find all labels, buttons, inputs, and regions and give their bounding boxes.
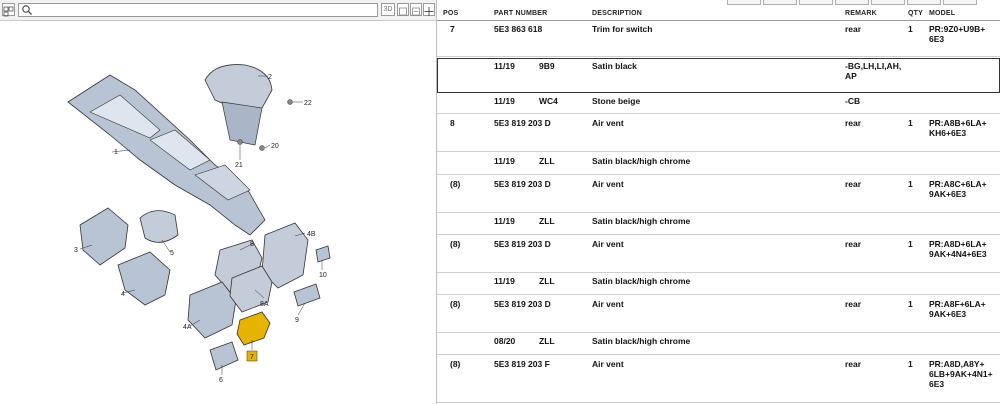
- cell-desc: Trim for switch: [592, 24, 653, 34]
- callout-3[interactable]: 3: [74, 247, 78, 254]
- table-row[interactable]: [437, 93, 1000, 114]
- part-7-trim-for-switch[interactable]: [237, 312, 270, 345]
- cell-part: 11/19: [494, 216, 515, 226]
- cell-pos: 7: [450, 24, 455, 34]
- cell-part: 08/20: [494, 336, 516, 346]
- cell-desc: Air vent: [592, 299, 624, 309]
- top-tab-1[interactable]: [727, 0, 761, 5]
- top-tab-4[interactable]: [835, 0, 869, 5]
- callout-7: 7: [250, 354, 254, 361]
- callout-9[interactable]: 9: [295, 317, 299, 324]
- callout-4a[interactable]: 4A: [183, 324, 192, 331]
- parts-table-header: [437, 8, 1000, 21]
- pan-button[interactable]: [423, 3, 435, 16]
- cell-remark: -CB: [845, 96, 861, 106]
- table-row[interactable]: [437, 333, 1000, 355]
- diagram-search-input[interactable]: [18, 3, 378, 17]
- zoom-button[interactable]: [410, 3, 422, 16]
- callout-7-highlight[interactable]: [247, 351, 257, 361]
- cell-model: PR:A8C+6LA+ 9AK+6E3: [929, 179, 987, 199]
- cell-sub: ZLL: [539, 156, 555, 166]
- callout-1[interactable]: 1: [114, 149, 118, 156]
- cell-pos: (8): [450, 359, 461, 369]
- callout-10[interactable]: 10: [319, 272, 327, 279]
- zoom-icon: [411, 6, 421, 17]
- grid-icon: [3, 6, 14, 17]
- cell-desc: Air vent: [592, 179, 624, 189]
- cell-qty: 1: [908, 179, 913, 189]
- cell-remark: rear: [845, 24, 862, 34]
- callout-8a[interactable]: 8A: [260, 301, 269, 308]
- cell-model: PR:A8F+6LA+ 9AK+6E3: [929, 299, 986, 319]
- cell-model: PR:A8D,A8Y+ 6LB+9AK+4N1+ 6E3: [929, 359, 993, 389]
- cell-desc: Satin black/high chrome: [592, 336, 691, 346]
- table-row[interactable]: [437, 236, 1000, 273]
- cell-part: 5E3 863 618: [494, 24, 543, 34]
- callout-20[interactable]: 20: [271, 143, 279, 150]
- table-row-selected[interactable]: [437, 58, 1000, 93]
- col-remark[interactable]: REMARK: [845, 10, 877, 17]
- diagram-pane: [0, 0, 437, 404]
- cell-part: 11/19: [494, 96, 515, 106]
- cell-part: 5E3 819 203 D: [494, 239, 551, 249]
- table-row[interactable]: [437, 273, 1000, 295]
- fit-icon: [398, 6, 408, 17]
- top-tab-6[interactable]: [907, 0, 941, 5]
- search-icon: [21, 4, 33, 16]
- table-row[interactable]: [437, 176, 1000, 213]
- cell-remark: rear: [845, 118, 862, 128]
- top-tab-strip: [727, 0, 1000, 6]
- screw-20[interactable]: [260, 146, 265, 151]
- part-4-trim[interactable]: [118, 252, 170, 305]
- table-row[interactable]: [437, 153, 1000, 175]
- diagram-toolbar: [0, 0, 436, 21]
- screw-21[interactable]: [238, 140, 243, 145]
- callout-4b[interactable]: 4B: [307, 231, 316, 238]
- part-6[interactable]: [210, 342, 238, 370]
- parts-list-pane: [437, 0, 1000, 404]
- table-row[interactable]: [437, 356, 1000, 403]
- cell-desc: Air vent: [592, 359, 624, 369]
- callout-4[interactable]: 4: [121, 291, 125, 298]
- part-3-trim[interactable]: [80, 208, 128, 265]
- move-icon: [424, 6, 434, 17]
- cell-desc: Satin black: [592, 61, 637, 71]
- cell-part: 5E3 819 203 D: [494, 179, 551, 189]
- cell-qty: 1: [908, 24, 913, 34]
- callout-8[interactable]: 8: [250, 241, 254, 248]
- cell-part: 5E3 819 203 D: [494, 118, 551, 128]
- table-row[interactable]: [437, 115, 1000, 152]
- cell-sub: ZLL: [539, 276, 555, 286]
- cell-desc: Satin black/high chrome: [592, 156, 691, 166]
- table-row[interactable]: [437, 213, 1000, 235]
- cell-qty: 1: [908, 239, 913, 249]
- fit-view-button[interactable]: [397, 3, 409, 16]
- part-5-cup-holder[interactable]: [140, 211, 178, 243]
- cell-pos: 8: [450, 118, 455, 128]
- cell-desc: Satin black/high chrome: [592, 216, 691, 226]
- callout-22[interactable]: 22: [304, 100, 312, 107]
- cell-qty: 1: [908, 359, 913, 369]
- callout-6[interactable]: 6: [219, 377, 223, 384]
- screw-22[interactable]: [288, 100, 293, 105]
- cell-remark: rear: [845, 179, 862, 189]
- callout-21[interactable]: 21: [235, 162, 243, 169]
- cell-remark: rear: [845, 299, 862, 309]
- view-3d-button[interactable]: 3D: [381, 3, 395, 16]
- cell-qty: 1: [908, 299, 913, 309]
- exploded-parts-diagram: [0, 20, 436, 404]
- callout-5[interactable]: 5: [170, 250, 174, 257]
- cell-part: 5E3 819 203 D: [494, 299, 551, 309]
- col-qty[interactable]: QTY: [908, 10, 923, 17]
- cell-desc: Air vent: [592, 118, 624, 128]
- top-tab-2[interactable]: [763, 0, 797, 5]
- cell-remark: rear: [845, 359, 862, 369]
- cell-sub: 9B9: [539, 61, 555, 71]
- col-model[interactable]: MODEL: [929, 10, 956, 17]
- table-row[interactable]: [437, 21, 1000, 57]
- cell-sub: ZLL: [539, 216, 555, 226]
- cell-qty: 1: [908, 118, 913, 128]
- panel-toggle-button[interactable]: [2, 3, 15, 16]
- col-pos[interactable]: POS: [443, 10, 459, 17]
- top-tab-5[interactable]: [871, 0, 905, 5]
- part-10[interactable]: [316, 246, 330, 262]
- cell-desc: Satin black/high chrome: [592, 276, 691, 286]
- part-4a-trim[interactable]: [188, 282, 236, 338]
- cell-part: 5E3 819 203 F: [494, 359, 550, 369]
- top-tab-7[interactable]: [943, 0, 977, 5]
- cell-part: 11/19: [494, 276, 515, 286]
- cell-remark: -BG,LH,LI,AH, AP: [845, 61, 902, 81]
- part-9[interactable]: [294, 284, 320, 306]
- part-2-armrest[interactable]: [205, 65, 272, 145]
- cell-remark: rear: [845, 239, 862, 249]
- top-tab-3[interactable]: [799, 0, 833, 5]
- callout-2[interactable]: 2: [268, 74, 272, 81]
- cell-part: 11/19: [494, 156, 515, 166]
- cell-pos: (8): [450, 179, 461, 189]
- cell-sub: WC4: [539, 96, 558, 106]
- cell-pos: (8): [450, 239, 461, 249]
- cell-model: PR:A8B+6LA+ KH6+6E3: [929, 118, 987, 138]
- cell-desc: Stone beige: [592, 96, 641, 106]
- table-row[interactable]: [437, 296, 1000, 333]
- cell-part: 11/19: [494, 61, 515, 71]
- col-part-number[interactable]: PART NUMBER: [494, 10, 548, 17]
- cell-model: PR:9Z0+U9B+ 6E3: [929, 24, 986, 44]
- cell-sub: ZLL: [539, 336, 555, 346]
- col-description[interactable]: DESCRIPTION: [592, 10, 643, 17]
- cell-pos: (8): [450, 299, 461, 309]
- cell-desc: Air vent: [592, 239, 624, 249]
- cell-model: PR:A8D+6LA+ 9AK+4N4+6E3: [929, 239, 987, 259]
